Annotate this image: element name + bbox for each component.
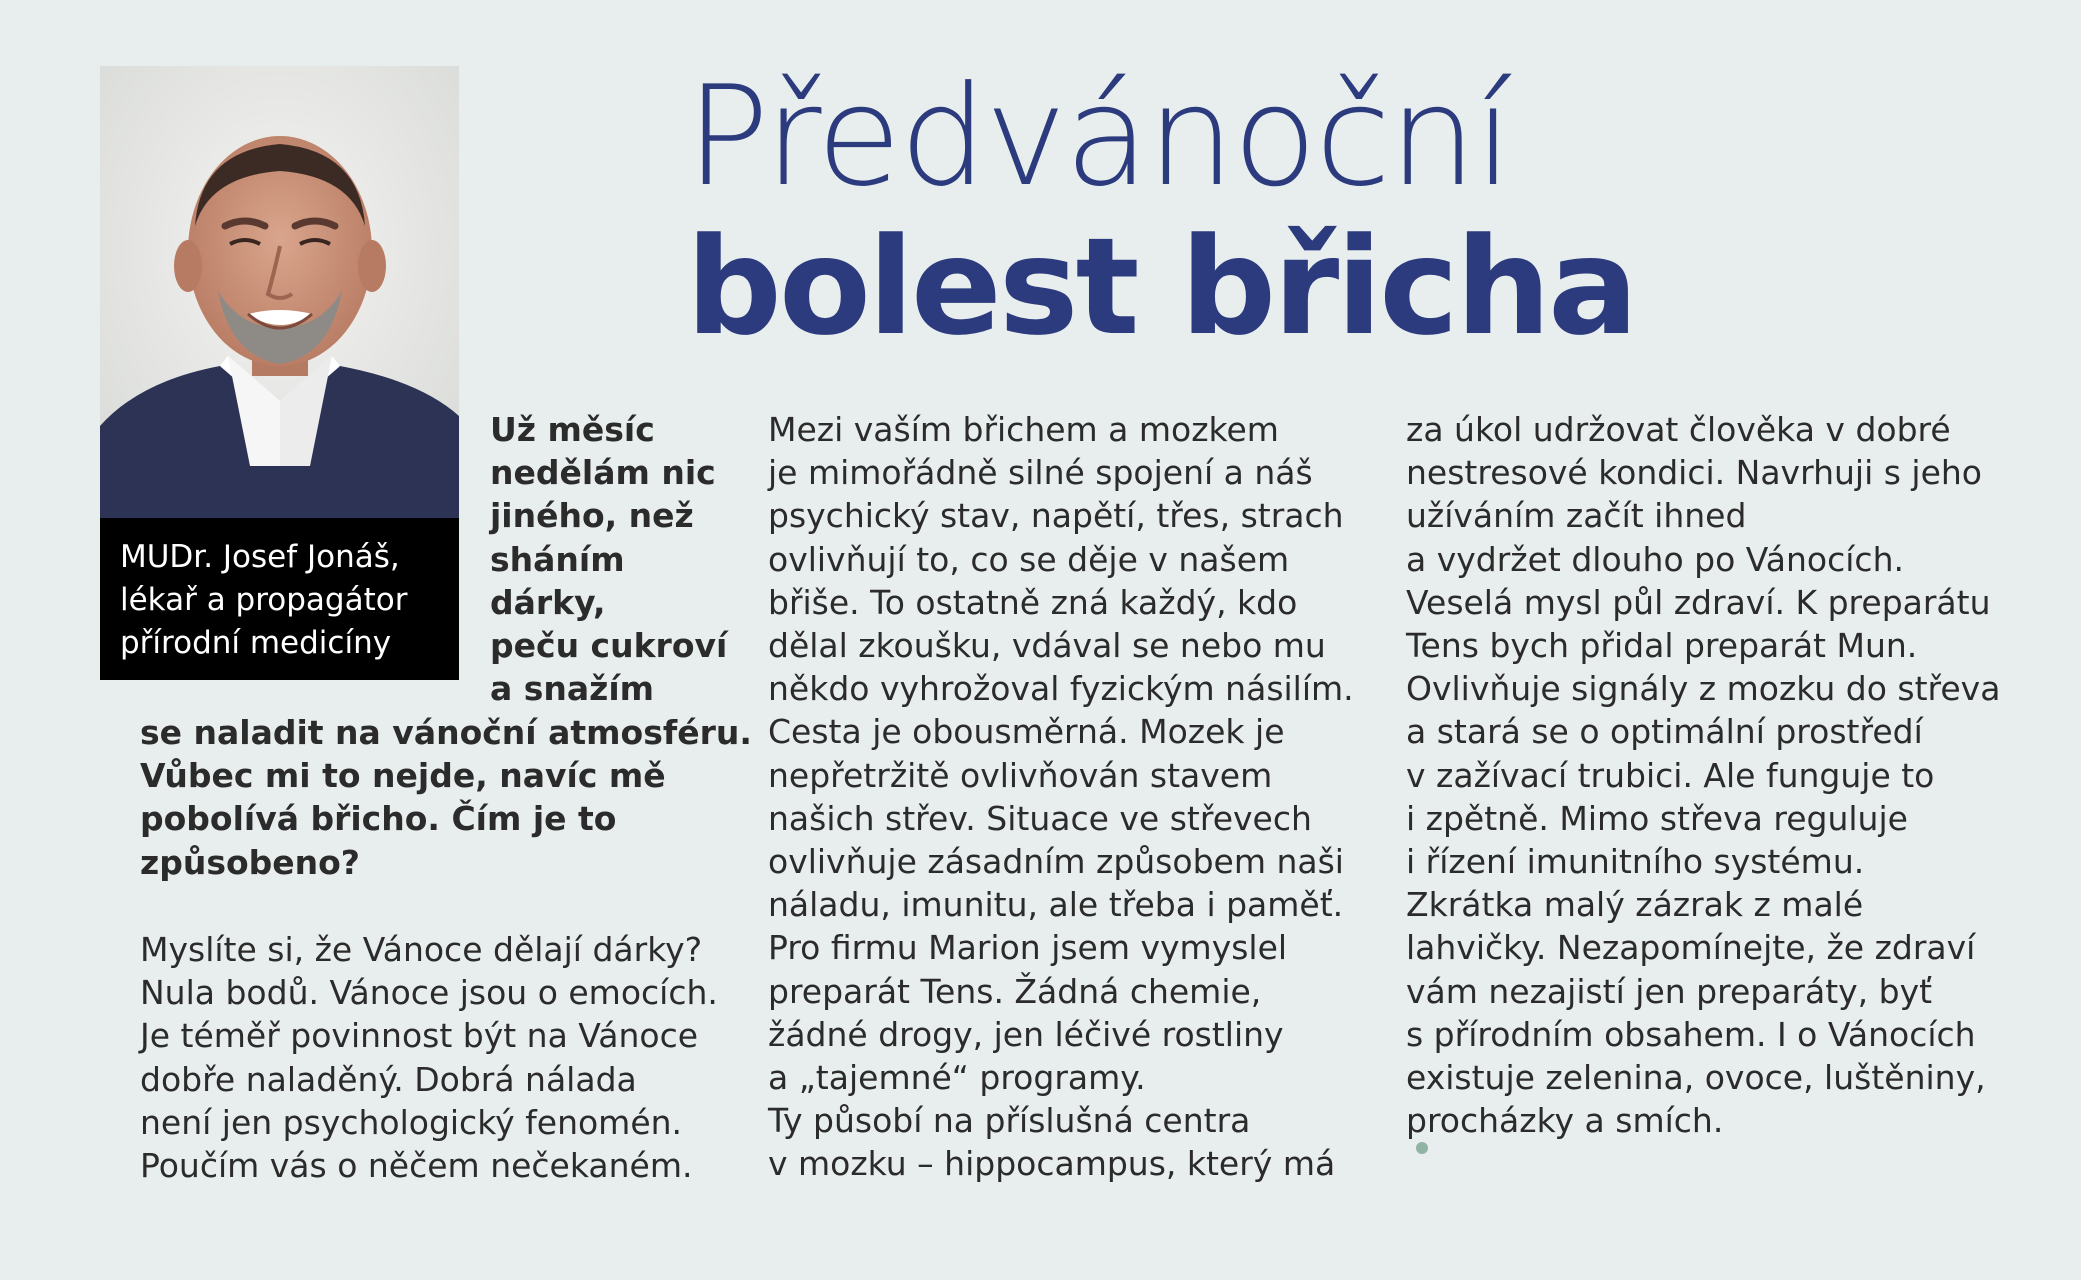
caption-line: MUDr. Josef Jonáš, — [120, 539, 400, 575]
answer-line: Cesta je obousměrná. Mozek je — [768, 712, 1285, 752]
article-title — [686, 56, 1636, 365]
answer-line: žádné drogy, jen léčivé rostliny — [768, 1014, 1284, 1054]
author-portrait — [100, 66, 459, 518]
answer-line: náladu, imunitu, ale třeba i paměť. — [768, 885, 1344, 925]
answer-column-1 — [140, 928, 718, 1187]
answer-line: Ovlivňuje signály z mozku do střeva — [1406, 669, 2001, 709]
answer-column-3 — [1406, 408, 2000, 1154]
end-of-article-dot-icon — [1416, 1142, 1428, 1154]
answer-line: i zpětně. Mimo střeva reguluje — [1406, 798, 1908, 838]
answer-line: Poučím vás o něčem nečekaném. — [140, 1146, 693, 1186]
question-line: nedělám nic — [490, 453, 716, 493]
answer-line: vám nezajistí jen preparáty, byť — [1406, 971, 1933, 1011]
reader-question-part2 — [140, 711, 752, 884]
answer-line: i řízení imunitního systému. — [1406, 842, 1865, 882]
answer-line: Ty působí na příslušná centra — [768, 1101, 1251, 1141]
answer-line: je mimořádně silné spojení a náš — [768, 453, 1313, 493]
answer-line: dobře naladěný. Dobrá nálada — [140, 1059, 637, 1099]
answer-line: našich střev. Situace ve střevech — [768, 798, 1312, 838]
answer-line: není jen psychologický fenomén. — [140, 1102, 683, 1142]
question-line: Už měsíc — [490, 410, 655, 449]
answer-line: Mezi vaším břichem a mozkem — [768, 410, 1279, 449]
title-line-2: bolest břicha — [686, 209, 1636, 365]
answer-line: dělal zkoušku, vdával se nebo mu — [768, 626, 1326, 666]
answer-line: lahvičky. Nezapomínejte, že zdraví — [1406, 928, 1976, 968]
question-line: jiného, než — [490, 496, 694, 536]
answer-line: někdo vyhrožoval fyzickým násilím. — [768, 669, 1354, 709]
answer-line: existuje zelenina, ovoce, luštěniny, — [1406, 1058, 1986, 1098]
question-line: sháním — [490, 539, 625, 579]
author-photo-box — [100, 66, 459, 680]
question-line: pobolívá břicho. Čím je to — [140, 799, 617, 839]
question-line: peču cukroví — [490, 626, 728, 666]
author-caption — [100, 518, 459, 680]
answer-column-2 — [768, 408, 1354, 1186]
answer-line: za úkol udržovat člověka v dobré — [1406, 410, 1951, 449]
answer-line: nestresové kondici. Navrhuji s jeho — [1406, 453, 1982, 493]
answer-line: a stará se o optimální prostředí — [1406, 712, 1923, 752]
question-line: způsobeno? — [140, 842, 360, 882]
answer-line: Myslíte si, že Vánoce dělají dárky? — [140, 930, 703, 969]
answer-line: ovlivňují to, co se děje v našem — [768, 539, 1290, 579]
answer-line: s přírodním obsahem. I o Vánocích — [1406, 1014, 1976, 1054]
answer-line: břiše. To ostatně zná každý, kdo — [768, 582, 1298, 622]
answer-line: užíváním začít ihned — [1406, 496, 1747, 536]
question-line: a snažím — [490, 669, 655, 709]
question-line: Vůbec mi to nejde, navíc mě — [140, 756, 666, 796]
question-line: dárky, — [490, 582, 606, 622]
reader-question-part1 — [490, 408, 727, 710]
caption-line: lékař a propagátor — [120, 582, 408, 618]
answer-line: Veselá mysl půl zdraví. K preparátu — [1406, 582, 1991, 622]
answer-line: Zkrátka malý zázrak z malé — [1406, 885, 1864, 925]
answer-line: v mozku – hippocampus, který má — [768, 1144, 1336, 1184]
answer-last-line — [1406, 1099, 2000, 1154]
title-line-1: Předvánoční — [686, 56, 1511, 217]
answer-line: Tens bych přidal preparát Mun. — [1406, 626, 1918, 666]
answer-line-text: procházky a smích. — [1406, 1101, 1724, 1141]
answer-line: Je téměř povinnost být na Vánoce — [140, 1016, 699, 1056]
answer-line: v zažívací trubici. Ale funguje to — [1406, 755, 1935, 795]
answer-line: Pro firmu Marion jsem vymyslel — [768, 928, 1288, 968]
answer-line: nepřetržitě ovlivňován stavem — [768, 755, 1273, 795]
answer-line: a vydržet dlouho po Vánocích. — [1406, 539, 1904, 579]
answer-line: ovlivňuje zásadním způsobem naši — [768, 842, 1344, 882]
question-line: se naladit na vánoční atmosféru. — [140, 713, 752, 752]
answer-line: psychický stav, napětí, třes, strach — [768, 496, 1344, 536]
caption-line: přírodní medicíny — [120, 625, 392, 661]
answer-line: a „tajemné“ programy. — [768, 1058, 1146, 1098]
answer-line: preparát Tens. Žádná chemie, — [768, 971, 1262, 1011]
answer-line: Nula bodů. Vánoce jsou o emocích. — [140, 973, 718, 1013]
